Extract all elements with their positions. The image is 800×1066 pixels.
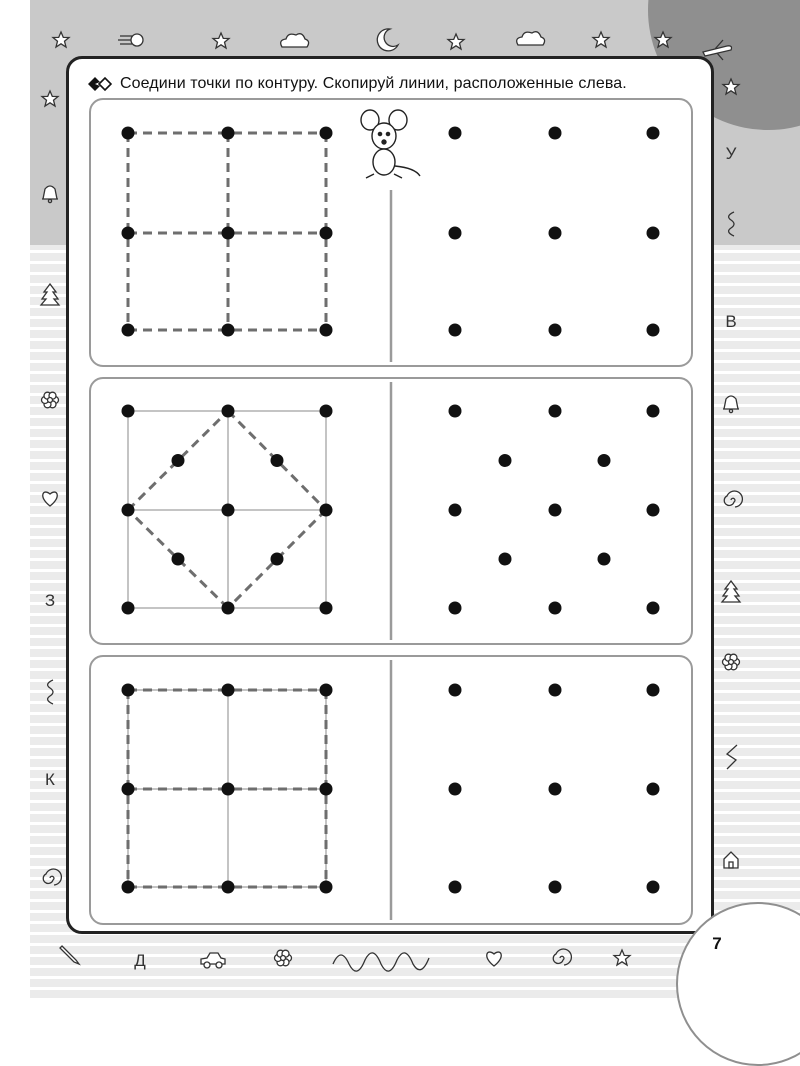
dot [647,684,660,697]
dot [647,602,660,615]
dot [320,324,333,337]
dot [222,602,235,615]
dot [449,602,462,615]
dot [647,504,660,517]
svg-text:З: З [44,591,56,610]
svg-text:У: У [725,144,737,163]
dot [449,504,462,517]
dot [271,454,284,467]
dot [222,783,235,796]
instruction-text: Соедини точки по контуру. Скопируй линии, расположенные слева. [120,75,627,92]
dot [320,783,333,796]
dot [320,504,333,517]
dot [647,405,660,418]
dot [647,783,660,796]
dot [549,405,562,418]
dot [320,127,333,140]
dot [122,127,135,140]
svg-text:Д: Д [134,951,146,970]
dot [647,227,660,240]
dot [122,602,135,615]
dot [449,783,462,796]
dot [222,324,235,337]
svg-text:К: К [45,770,55,789]
dot [320,684,333,697]
dot [549,227,562,240]
dot [122,405,135,418]
dot [172,553,185,566]
dot [122,881,135,894]
dot [647,324,660,337]
dot [647,881,660,894]
dot [499,553,512,566]
dot [449,324,462,337]
mouse-icon [361,110,420,178]
dot [449,405,462,418]
dot [499,454,512,467]
dot [549,783,562,796]
dot [449,684,462,697]
dot [549,504,562,517]
dot [222,684,235,697]
page-number: 7 [712,934,722,953]
dot [320,881,333,894]
dot [320,405,333,418]
dot [122,783,135,796]
dot [122,227,135,240]
dot [449,127,462,140]
dot [549,127,562,140]
dot [320,602,333,615]
dot [172,454,185,467]
dot [598,553,611,566]
dot [549,881,562,894]
dot [449,881,462,894]
dot [598,454,611,467]
dot [122,684,135,697]
dot [222,227,235,240]
dot [222,405,235,418]
dot [271,553,284,566]
dot [122,324,135,337]
dot [549,324,562,337]
dot [449,227,462,240]
dot [647,127,660,140]
dot [222,881,235,894]
dot [222,127,235,140]
dot [320,227,333,240]
dot [222,504,235,517]
svg-text:В: В [725,312,737,331]
dot [549,684,562,697]
dot [122,504,135,517]
dot [549,602,562,615]
